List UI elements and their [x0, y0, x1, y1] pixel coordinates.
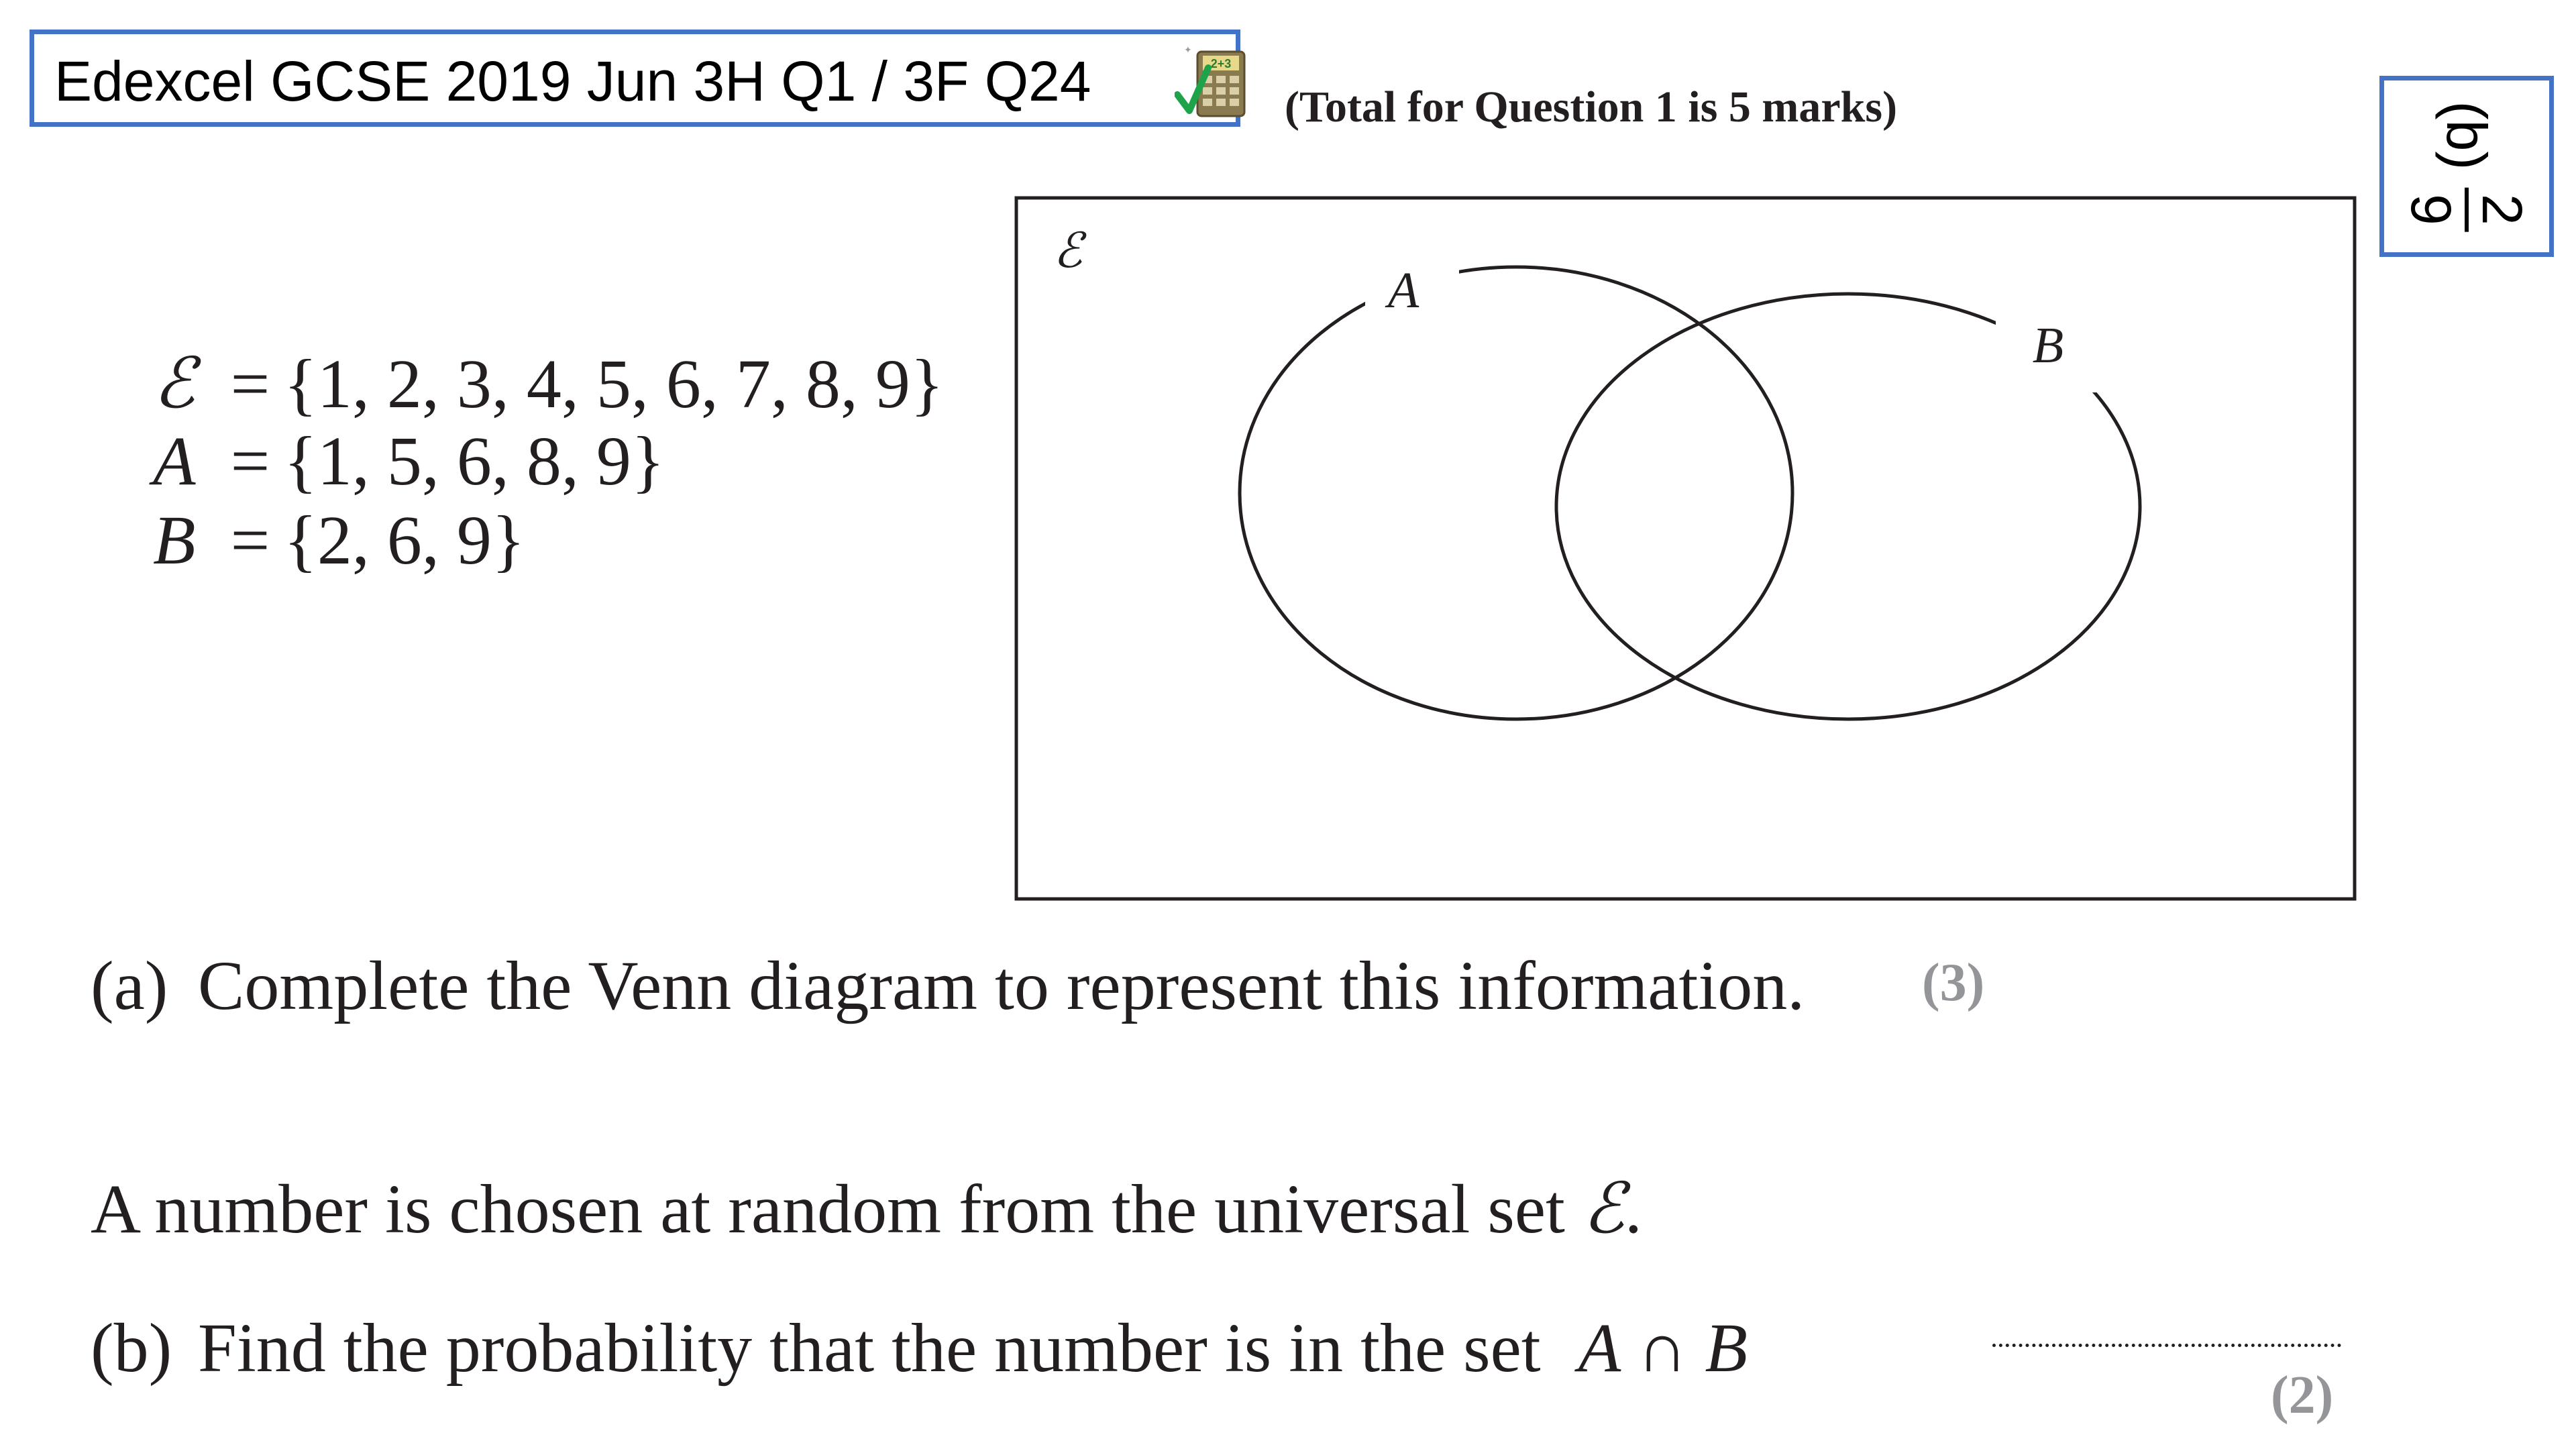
part-a-marks: (3)	[1922, 953, 1985, 1012]
question-intro	[91, 1167, 1642, 1249]
intro-universal-symbol: ℰ	[1582, 1171, 1625, 1248]
universal-set-elements: {1, 2, 3, 4, 5, 6, 7, 8, 9}	[284, 345, 944, 423]
part-a-text: Complete the Venn diagram to represent this information.	[198, 947, 1805, 1024]
answer-part-label: (b)	[2435, 101, 2499, 170]
question-title: Edexcel GCSE 2019 Jun 3H Q1 / 3F Q24	[54, 50, 1091, 113]
part-a-label: (a)	[91, 947, 168, 1024]
universal-set-rectangle[interactable]	[1016, 198, 2355, 899]
universal-set-symbol: ℰ	[153, 345, 195, 423]
universal-set-label: ℰ	[1053, 224, 1083, 278]
equals-sign: =	[230, 423, 270, 500]
set-b-elements: {2, 6, 9}	[284, 502, 525, 579]
intro-text: A number is chosen at random from the universal set	[91, 1171, 1565, 1248]
part-b-marks: (2)	[2271, 1366, 2334, 1425]
set-a-elements: {1, 5, 6, 8, 9}	[284, 423, 665, 500]
part-b-text: Find the probability that the number is in the set	[198, 1309, 1541, 1387]
circle-a[interactable]	[1240, 267, 1792, 719]
set-b-symbol: B	[153, 502, 196, 579]
equals-sign: =	[230, 345, 270, 423]
svg-text:✦: ✦	[1184, 45, 1192, 56]
part-b-set-expression: A ∩ B	[1578, 1309, 1748, 1387]
calculator-display-text: 2+3	[1210, 57, 1232, 70]
intro-end: .	[1624, 1171, 1642, 1248]
part-b-label: (b)	[91, 1309, 172, 1387]
answer-numerator: 2	[2471, 193, 2534, 225]
answer-denominator: 9	[2400, 193, 2463, 225]
set-a-symbol: A	[153, 423, 196, 500]
equals-sign: =	[230, 502, 270, 579]
question-part-b	[91, 1308, 1748, 1388]
question-part-a	[91, 946, 1805, 1026]
total-marks: (Total for Question 1 is 5 marks)	[1285, 83, 1898, 131]
circle-a-label: A	[1387, 262, 1419, 319]
circle-b-label: B	[2032, 317, 2064, 374]
answer-line[interactable]	[1992, 1344, 2341, 1347]
